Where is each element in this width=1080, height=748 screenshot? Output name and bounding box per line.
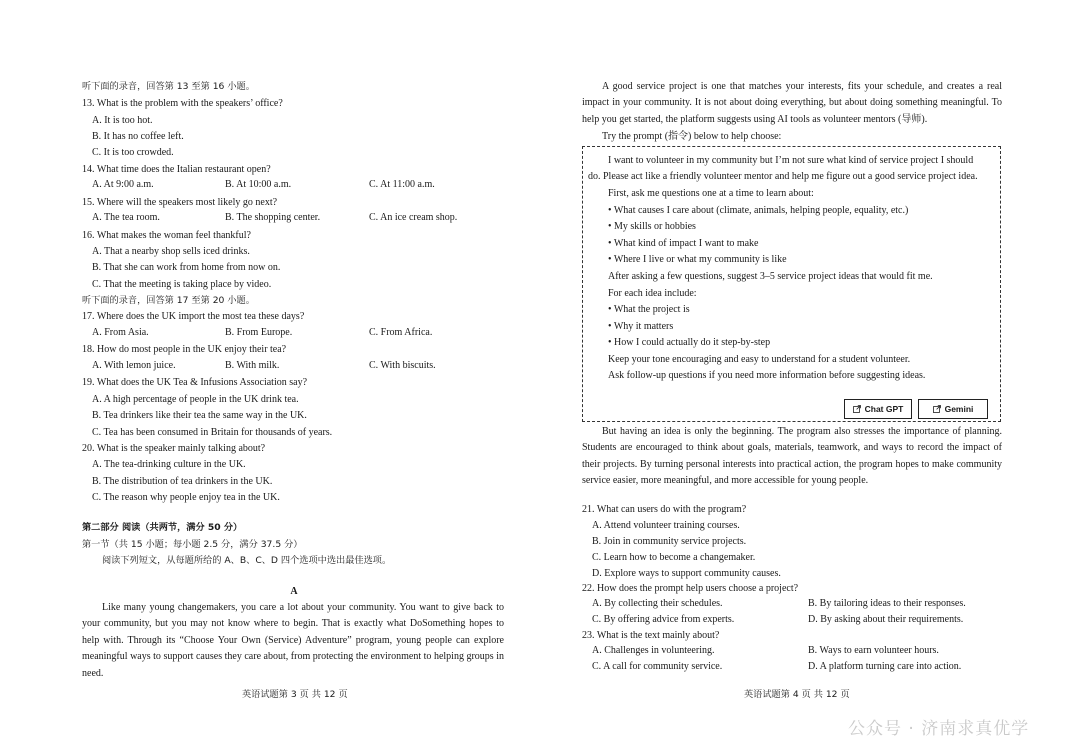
passage-label: A	[290, 586, 298, 597]
prompt-bullet: • Where I live or what my community is like	[608, 254, 787, 265]
prompt-bullet: • Why it matters	[608, 321, 674, 332]
q22-option-d: D. By asking about their requirements.	[808, 614, 964, 625]
q23-option-b: B. Ways to earn volunteer hours.	[808, 645, 939, 656]
q14-option-b: B. At 10:00 a.m.	[225, 179, 292, 190]
question-23: 23. What is the text mainly about?	[582, 630, 720, 641]
page-footer-left: 英语试题第 3 页 共 12 页	[242, 689, 348, 700]
q23-option-a: A. Challenges in volunteering.	[592, 645, 715, 656]
gemini-button-label: Gemini	[944, 404, 974, 414]
q21-option-d: D. Explore ways to support community causes.	[592, 568, 781, 579]
question-13: 13. What is the problem with the speakers’ office?	[82, 98, 283, 109]
q13-option-c: C. It is too crowded.	[92, 147, 174, 158]
q20-option-b: B. The distribution of tea drinkers in the UK.	[92, 476, 273, 487]
q21-option-b: B. Join in community service projects.	[592, 536, 747, 547]
reading-instruction: 阅读下列短文，从每题所给的 A、B、C、D 四个选项中选出最佳选项。	[102, 555, 392, 566]
listening-instruction-17-20: 听下面的录音，回答第 17 至第 20 小题。	[82, 295, 255, 306]
prompt-line: For each idea include:	[608, 288, 697, 299]
q22-option-b: B. By tailoring ideas to their responses.	[808, 598, 966, 609]
ai-prompt-box	[582, 146, 1001, 422]
prompt-bullet: • What causes I care about (climate, animals, helping people, equality, etc.)	[608, 205, 909, 216]
question-21: 21. What can users do with the program?	[582, 504, 747, 515]
prompt-line: do. Please act like a friendly volunteer mentor and help me figure out a good service project idea.	[588, 171, 978, 182]
q15-option-a: A. The tea room.	[92, 212, 160, 223]
prompt-bullet: • My skills or hobbies	[608, 221, 696, 232]
question-17: 17. Where does the UK import the most tea these days?	[82, 311, 305, 322]
q13-option-b: B. It has no coffee left.	[92, 131, 184, 142]
passage-paragraph: Like many young changemakers, you care a lot about your community. You want to give back to your community, but you may not know where to begin. That is exactly what DoSomething hopes to help with. Through its “Choose Your Own (Service) Adventure” program, young people can explore meaningful ways to support causes they care about, from protecting the environment to helping groups in need.	[82, 602, 504, 679]
question-19: 19. What does the UK Tea & Infusions Association say?	[82, 377, 308, 388]
question-22: 22. How does the prompt help users choose a project?	[582, 583, 799, 594]
q22-option-a: A. By collecting their schedules.	[592, 598, 723, 609]
q18-option-a: A. With lemon juice.	[92, 360, 176, 371]
q14-option-a: A. At 9:00 a.m.	[92, 179, 154, 190]
chatgpt-button-label: Chat GPT	[864, 404, 904, 414]
prompt-line: Ask follow-up questions if you need more information before suggesting ideas.	[608, 370, 926, 381]
question-20: 20. What is the speaker mainly talking about?	[82, 443, 266, 454]
page-footer-right: 英语试题第 4 页 共 12 页	[744, 689, 850, 700]
q17-option-b: B. From Europe.	[225, 327, 293, 338]
q23-option-c: C. A call for community service.	[592, 661, 723, 672]
q16-option-c: C. That the meeting is taking place by video.	[92, 279, 272, 290]
external-link-icon	[853, 405, 861, 413]
intro-paragraph: A good service project is one that matches your interests, fits your schedule, and creates a real impact in your community. It is not about doing everything, but about doing something meaningful. To help you get started, the platform suggests using AI tools as volunteer mentors (导师).	[582, 81, 1002, 125]
q19-option-b: B. Tea drinkers like their tea the same way in the UK.	[92, 410, 307, 421]
question-15: 15. Where will the speakers most likely go next?	[82, 197, 278, 208]
q13-option-a: A. It is too hot.	[92, 115, 153, 126]
chatgpt-button[interactable]	[844, 399, 912, 419]
q17-option-c: C. From Africa.	[369, 327, 433, 338]
question-18: 18. How do most people in the UK enjoy their tea?	[82, 344, 287, 355]
part-two-heading: 第二部分 阅读（共两节，满分 50 分）	[82, 522, 243, 533]
external-link-icon	[933, 405, 941, 413]
gemini-button[interactable]	[918, 399, 988, 419]
planning-paragraph: But having an idea is only the beginning. The program also stresses the importance of planning. Students are encouraged to think about goals, materials, teamwork, and ways to record the impact of their projects. By turning personal interests into practical action, the program hopes to make community service easier, more meaningful, and more accessible for young people.	[582, 426, 1002, 487]
q19-option-a: A. A high percentage of people in the UK drink tea.	[92, 394, 299, 405]
section-one-heading: 第一节（共 15 小题；每小题 2.5 分，满分 37.5 分）	[82, 539, 303, 550]
q15-option-c: C. An ice cream shop.	[369, 212, 458, 223]
try-prompt-line: Try the prompt (指令) below to help choose:	[602, 131, 782, 142]
q20-option-a: A. The tea-drinking culture in the UK.	[92, 459, 246, 470]
q16-option-b: B. That she can work from home from now on.	[92, 262, 281, 273]
q21-option-a: A. Attend volunteer training courses.	[592, 520, 740, 531]
question-14: 14. What time does the Italian restaurant open?	[82, 164, 271, 175]
prompt-line: First, ask me questions one at a time to learn about:	[608, 188, 814, 199]
prompt-line: After asking a few questions, suggest 3–5 service project ideas that would fit me.	[608, 271, 933, 282]
q20-option-c: C. The reason why people enjoy tea in the UK.	[92, 492, 280, 503]
q15-option-b: B. The shopping center.	[225, 212, 321, 223]
q22-option-c: C. By offering advice from experts.	[592, 614, 735, 625]
watermark: 公众号 · 济南求真优学	[848, 719, 1030, 739]
prompt-line: I want to volunteer in my community but I’m not sure what kind of service project I should	[608, 155, 974, 166]
q17-option-a: A. From Asia.	[92, 327, 149, 338]
question-16: 16. What makes the woman feel thankful?	[82, 230, 251, 241]
q14-option-c: C. At 11:00 a.m.	[369, 179, 435, 190]
q18-option-c: C. With biscuits.	[369, 360, 436, 371]
listening-instruction-13-16: 听下面的录音，回答第 13 至第 16 小题。	[82, 81, 255, 92]
q16-option-a: A. That a nearby shop sells iced drinks.	[92, 246, 250, 257]
prompt-bullet: • What kind of impact I want to make	[608, 238, 759, 249]
q23-option-d: D. A platform turning care into action.	[808, 661, 962, 672]
prompt-bullet: • What the project is	[608, 304, 690, 315]
q19-option-c: C. Tea has been consumed in Britain for thousands of years.	[92, 427, 333, 438]
q18-option-b: B. With milk.	[225, 360, 280, 371]
prompt-line: Keep your tone encouraging and easy to understand for a student volunteer.	[608, 354, 911, 365]
q21-option-c: C. Learn how to become a changemaker.	[592, 552, 756, 563]
prompt-bullet: • How I could actually do it step-by-step	[608, 337, 771, 348]
